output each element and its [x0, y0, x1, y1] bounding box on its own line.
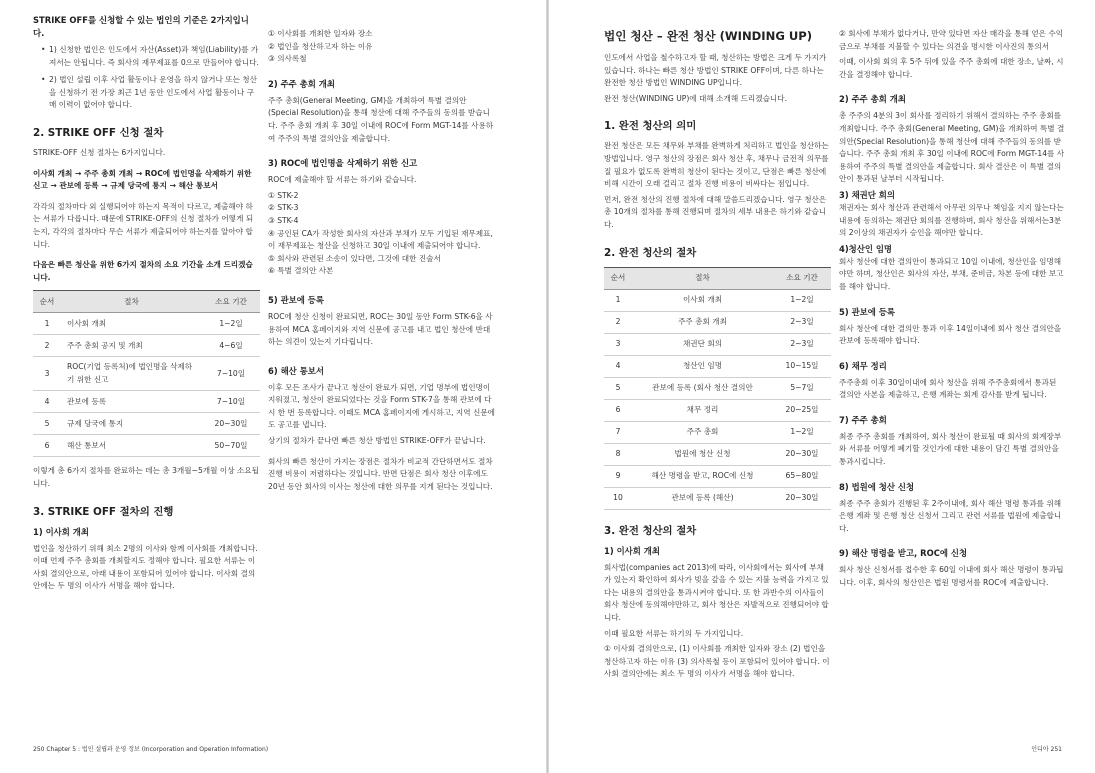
- paragraph: 주주 총회(General Meeting, GM)을 개최하여 특별 결의안(Special Resolution)을 통해 청산에 대해 주주들의 동의를 받습니다. 주주 총회 개최 후 30일 이내에 ROC에 Form MGT-14를 사용하여 주주의 특별 결의안을 제출합니다.: [268, 95, 494, 143]
- subsection-heading: 9) 해산 명령을 받고, ROC에 신청: [839, 548, 968, 559]
- winding-up-table: [604, 267, 831, 510]
- table-cell: 4~6일: [202, 335, 260, 357]
- table-cell: 관보에 등록: [61, 391, 202, 413]
- list-item: ① 이사회를 개최한 일자와 장소: [268, 29, 373, 38]
- paragraph: 최종 주주 총회를 개최하여, 회사 청산이 완료될 때 회사의 회계장부와 서류를 어떻게 폐기할 것인가에 대한 내용이 담긴 특별 결의안을 통과시킵니다.: [839, 431, 1062, 467]
- paragraph: 인도에서 사업을 철수하고자 할 때, 청산하는 방법은 크게 두 가지가 있습니다. 하나는 빠른 청산 방법인 STRIKE OFF이며, 다른 하나는 완전한 청산 방법인 WINDING UP입니다.: [604, 53, 827, 88]
- table-row: [604, 311, 831, 333]
- right-page-footer: 인디아 251: [1031, 746, 1062, 754]
- table-row: [33, 357, 260, 391]
- table-row: [33, 391, 260, 413]
- paragraph: 최종 주주 총회가 진행된 후 2주이내에, 회사 해산 명령 통과를 위해 은행 계좌 및 은행 청산 신청서 그리고 관련 서류를 법원에 제출합니다.: [839, 498, 1062, 533]
- criteria-list: [41, 44, 260, 112]
- table-cell: 6: [33, 435, 61, 457]
- subsection-heading: 3) ROC에 법인명을 삭제하기 위한 신고: [268, 158, 418, 169]
- subsection-heading: 5) 관보에 등록: [268, 294, 324, 305]
- section-heading: 3. STRIKE OFF 절차의 진행: [33, 505, 174, 518]
- paragraph: 이때 필요한 서류는 하기의 두 가지입니다.: [604, 628, 744, 638]
- table-cell: 2~3일: [773, 311, 831, 333]
- section-heading: 2. 완전 청산의 절차: [604, 246, 697, 259]
- table-cell: ROC(기업 등록처)에 법인명을 삭제하기 위한 신고: [61, 357, 202, 391]
- table-cell: 1: [604, 289, 632, 311]
- table-cell: 7: [604, 421, 632, 443]
- subsection-heading: 1) 이사회 개최: [604, 545, 660, 556]
- table-row: [33, 313, 260, 335]
- list-item: ⑤ 회사와 관련된 소송이 있다면, 그것에 대한 진술서: [268, 253, 441, 263]
- right-column-2: [839, 28, 1065, 593]
- table-header: 절차: [632, 267, 773, 289]
- table-row: [604, 377, 831, 399]
- paragraph: 회사 청산에 대한 결의안 통과 이후 14일이내에 회사 청산 결의안을 관보에 등록해야 합니다.: [839, 323, 1062, 346]
- subsection-heading: 6) 해산 통보서: [268, 365, 324, 376]
- table-header: 순서: [604, 267, 632, 289]
- table-row: [604, 289, 831, 311]
- table-cell: 7~10일: [202, 357, 260, 391]
- paragraph: 채권자는 회사 청산과 관련해서 아무런 의무나 책임을 지지 않는다는 내용에 동의하는 채권단 회의를 진행하며, 회사 청산을 위해서는3분의 2이상의 채권자가 승인을 해야만 합니다.: [839, 202, 1064, 238]
- paragraph: 먼저, 완전 청산의 진행 절차에 대해 말씀드리겠습니다. 영구 청산은 총 10개의 절차를 통해 진행되며 절차의 세부 내용은 하기와 같습니다.: [604, 194, 827, 229]
- subsection-heading: 5) 관보에 등록: [839, 306, 895, 317]
- subsection-heading: 8) 법원에 청산 신청: [839, 481, 915, 492]
- table-cell: 3: [33, 357, 61, 391]
- right-column-1: [604, 28, 831, 684]
- paragraph: 총 주주의 4분의 3이 회사를 정리하기 위해서 결의하는 주주 총회를 개최합니다. 주주 총회(General Meeting, GM)을 개최하여 특별 결의안(Special Resolution)을 통해 청산에 대해 주주들의 동의를 받습니다. 주주 총회 개최 후 30일 이내에 ROC에 Form MGT-14를 사용하여 주주의 특별 결의안을 제출합니다. 회사 결산은 이 특별 결의안이 통과된 날부터 시작됩니다.: [839, 111, 1065, 184]
- table-cell: 3: [604, 333, 632, 355]
- list-item: ④ 공인된 CA가 작성한 회사의 자산과 부채가 모두 기입된 재무제표, 이 재무제표는 청산을 신청하고 30일 이내에 제출되어야 합니다.: [268, 228, 493, 251]
- process-flow: 이사회 개최 → 주주 총회 개최 → ROC에 법인명을 삭제하기 위한 신고 → 관보에 등록 → 규제 당국에 통지 → 해산 통보서: [33, 168, 252, 191]
- list-item: ③ STK-4: [268, 215, 299, 225]
- table-cell: 20~30일: [202, 413, 260, 435]
- paragraph: 이후 모든 조사가 끝나고 청산이 완료가 되면, 기업 명부에 법인명이 지워졌고, 청산이 완료되었다는 것을 Form STK-7을 통해 관보에 다시 한 번 등록합니다. 이때도 MCA 홈페이지에 게시하고, 지역 신문에도 공고를 냅니다.: [268, 382, 495, 430]
- table-cell: 규제 당국에 통지: [61, 413, 202, 435]
- table-cell: 관보에 등록 (회사 청산 결의안: [632, 377, 773, 399]
- paragraph: 회사 청산에 대한 결의안이 통과되고 10일 이내에, 청산인을 임명해야만 하며, 청산인은 회사의 자산, 부채, 준비금, 차본 등에 대한 보고를 해야 합니다.: [839, 256, 1064, 291]
- subsection-heading: 2) 주주 총회 개최: [839, 94, 906, 105]
- paragraph: 회사의 빠른 청산이 가지는 장점은 절차가 비교적 간단하면서도 절차 진행 비용이 저렴하다는 것입니다. 반면 단점은 회사 청산 이후에도 20년 동안 회사의 이사는 청산에 대한 의무를 지게 된다는 것입니다.: [268, 456, 493, 491]
- criteria-title: STRIKE OFF를 신청할 수 있는 법인의 기준은 2가지입니다.: [33, 15, 249, 38]
- table-row: [33, 413, 260, 435]
- table-cell: 1~2일: [202, 313, 260, 335]
- subsection-heading: 4)청산인 임명: [839, 243, 893, 254]
- list-item: ② STK-3: [268, 203, 299, 213]
- paragraph: ② 회사에 부채가 없다거나, 만약 있다면 자산 매각을 통해 얻은 수익금으로 부채를 지불할 수 있다는 의견을 명시한 이사진의 통의서: [839, 29, 1064, 51]
- table-cell: 주주 총회 공지 및 개최: [61, 335, 202, 357]
- table-row: [604, 487, 831, 509]
- table-header: 순서: [33, 291, 61, 313]
- paragraph: 완전 청산은 모든 채무와 부채를 완벽하게 처리하고 법인을 청산하는 방법입니다. 영구 청산의 장점은 회사 청산 후, 채무나 금전적 의무를 질 필요가 없도록 완벽히 청산이 된다는 것이고, 단점은 빠른 청산에 비해 시간이 오래 걸리고 절차 진행 비용이 비싸다는 점입니다.: [604, 141, 829, 189]
- table-cell: 주주 총회 개최: [632, 311, 773, 333]
- list-item: ③ 의사록철: [268, 54, 307, 64]
- table-cell: 법원에 청산 신청: [632, 443, 773, 465]
- table-cell: 7~10일: [202, 391, 260, 413]
- table-header: 절차: [61, 291, 202, 313]
- table-row: [33, 335, 260, 357]
- subsection-heading: 3) 채권단 회의: [839, 189, 895, 200]
- subsection-heading: 7) 주주 총회: [839, 414, 887, 425]
- table-cell: 5: [604, 377, 632, 399]
- left-column-1: [33, 14, 260, 596]
- section-heading: 3. 완전 청산의 절차: [604, 524, 697, 537]
- table-row: [604, 399, 831, 421]
- table-row: [604, 443, 831, 465]
- paragraph: 완전 청산(WINDING UP)에 대해 소개해 드리겠습니다.: [604, 93, 787, 103]
- table-row: [604, 333, 831, 355]
- paragraph: 다음은 빠른 청산을 위한 6가지 절차의 소요 기간을 소개 드리겠습니다.: [33, 260, 253, 282]
- paragraph: 주주총회 이후 30일이내에 회사 청산을 위해 주주총회에서 통과된 결의안 사본을 제출하고, 은행 계좌는 회계 감사를 받게 됩니다.: [839, 377, 1057, 400]
- list-item: • 2) 법인 설립 이후 사업 활동이나 운영을 하지 않거나 또는 청산을 신청하기 전 가장 최근 1년 동안 인도에서 사업 활동이나 구매 이력이 없어야 합니다.: [41, 74, 260, 112]
- table-cell: 관보에 등록 (해산): [632, 487, 773, 509]
- right-page: [549, 0, 1095, 773]
- strike-off-table: [33, 290, 260, 457]
- table-row: [604, 421, 831, 443]
- table-cell: 50~70일: [202, 435, 260, 457]
- subsection-heading: 1) 이사회 개최: [33, 526, 89, 537]
- table-cell: 청산인 임명: [632, 355, 773, 377]
- table-cell: 5: [33, 413, 61, 435]
- table-cell: 20~30일: [773, 487, 831, 509]
- paragraph: 각각의 절차마다 외 실행되어야 하는지 목적이 다르고, 제출해야 하는 서류가 다릅니다. 때문에 STRIKE-OFF의 신청 절차가 어떻게 되는지, 각각의 절차마다 무슨 서류가 제출되어야 하는지를 알아야 합니다.: [33, 201, 254, 249]
- paragraph: ① 이사회 결의안으로, (1) 이사회를 개최한 일자와 장소 (2) 법인을 청산하고자 하는 이유 (3) 의사록철 등이 포함되어 있어야 합니다. 이사회 결의안에는 최소 두 명의 이사가 서명을 해야 합니다.: [604, 644, 830, 679]
- table-cell: 해산 통보서: [61, 435, 202, 457]
- section-heading: 2. STRIKE OFF 신청 절차: [33, 126, 164, 139]
- paragraph: 이렇게 총 6가지 절차를 완료하는 데는 총 3개월~5개월 이상 소요됩니다.: [33, 466, 259, 488]
- table-header: 소요 기간: [202, 291, 260, 313]
- paragraph: ROC에 청산 신청이 완료되면, ROC는 30일 동안 Form STK-6을 사용하여 MCA 홈페이지와 지역 신문에 공고를 내고 법인 청산에 반대하는 의견이 있는지 기다립니다.: [268, 311, 493, 347]
- paragraph: ROC에 제출해야 할 서류는 하기와 같습니다.: [268, 175, 417, 185]
- table-cell: 20~30일: [773, 443, 831, 465]
- table-cell: 채권단 회의: [632, 333, 773, 355]
- table-row: [604, 465, 831, 487]
- table-cell: 8: [604, 443, 632, 465]
- left-page-footer: 250 Chapter 5 : 법인 설립과 운영 정보 (Incorporation and Operation Information): [33, 746, 269, 754]
- paragraph: 회사 청산 신청서를 접수한 후 60일 이내에 회사 해산 명령이 통과됩니다. 이후, 회사의 청산인은 법원 명령서를 ROC에 제출합니다.: [839, 565, 1064, 588]
- table-cell: 2~3일: [773, 333, 831, 355]
- page-title: 법인 청산 – 완전 청산 (WINDING UP): [604, 29, 813, 43]
- paragraph: STRIKE-OFF 신청 절차는 6가지입니다.: [33, 147, 166, 157]
- table-cell: 4: [604, 355, 632, 377]
- subsection-heading: 6) 채무 정리: [839, 360, 887, 371]
- table-cell: 20~25일: [773, 399, 831, 421]
- left-column-2: [268, 28, 496, 496]
- table-cell: 주주 총회: [632, 421, 773, 443]
- table-cell: 채무 정리: [632, 399, 773, 421]
- list-item: ② 법인을 청산하고자 하는 이유: [268, 41, 373, 51]
- paragraph: 상기의 절차가 끝나면 빠른 청산 방법인 STRIKE-OFF가 끝납니다.: [268, 436, 486, 446]
- paragraph: 이때, 이사회 회의 후 5주 뒤에 있을 주주 총회에 대한 장소, 날짜, 시간을 결정해야 합니다.: [839, 57, 1064, 79]
- table-cell: 해산 명령을 받고, ROC에 신청: [632, 465, 773, 487]
- table-cell: 6: [604, 399, 632, 421]
- table-cell: 10~15일: [773, 355, 831, 377]
- table-cell: 2: [33, 335, 61, 357]
- table-cell: 이사회 개최: [61, 313, 202, 335]
- table-header: 소요 기간: [773, 267, 831, 289]
- table-cell: 1: [33, 313, 61, 335]
- table-cell: 1~2일: [773, 421, 831, 443]
- table-cell: 이사회 개최: [632, 289, 773, 311]
- list-item: ⑥ 특별 결의안 사본: [268, 266, 334, 276]
- table-row: [604, 355, 831, 377]
- subsection-heading: 2) 주주 총회 개최: [268, 78, 335, 89]
- table-cell: 1~2일: [773, 289, 831, 311]
- left-page: [0, 0, 546, 773]
- paragraph: 법인을 청산하기 위해 최소 2명의 이사와 함께 이사회를 개최합니다. 이때 언제 주주 총회를 개최할지도 정해야 합니다. 필요한 서류는 이사회 결의안으로, 아래 내용이 포함되어 있어야 합니다. 이사회 결의안에는 두 명의 이사가 서명을 해야 합니다.: [33, 543, 258, 591]
- section-heading: 1. 완전 청산의 의미: [604, 120, 697, 133]
- table-cell: 10: [604, 487, 632, 509]
- list-item: ① STK-2: [268, 190, 299, 200]
- paragraph: 회사법(companies act 2013)에 따라, 이사회에서는 회사에 부채가 있는지 확인하여 회사가 빚을 갚을 수 있는 지불 능력을 가지고 있다는 내용의 결의안을 통과시켜야 합니다. 또 한 과반수의 이사들이 회사 청산에 동의해야만하고, 회사 청산은 자발적으로 진행되어야 합니다.: [604, 562, 829, 622]
- table-row: [33, 435, 260, 457]
- table-cell: 5~7일: [773, 377, 831, 399]
- table-cell: 2: [604, 311, 632, 333]
- table-cell: 65~80일: [773, 465, 831, 487]
- table-cell: 9: [604, 465, 632, 487]
- list-item: • 1) 신청한 법인은 인도에서 자산(Asset)과 책임(Liability)를 가져서는 안됩니다. 즉 회사의 재무제표를 0으로 만들어야 합니다.: [41, 44, 260, 69]
- table-cell: 4: [33, 391, 61, 413]
